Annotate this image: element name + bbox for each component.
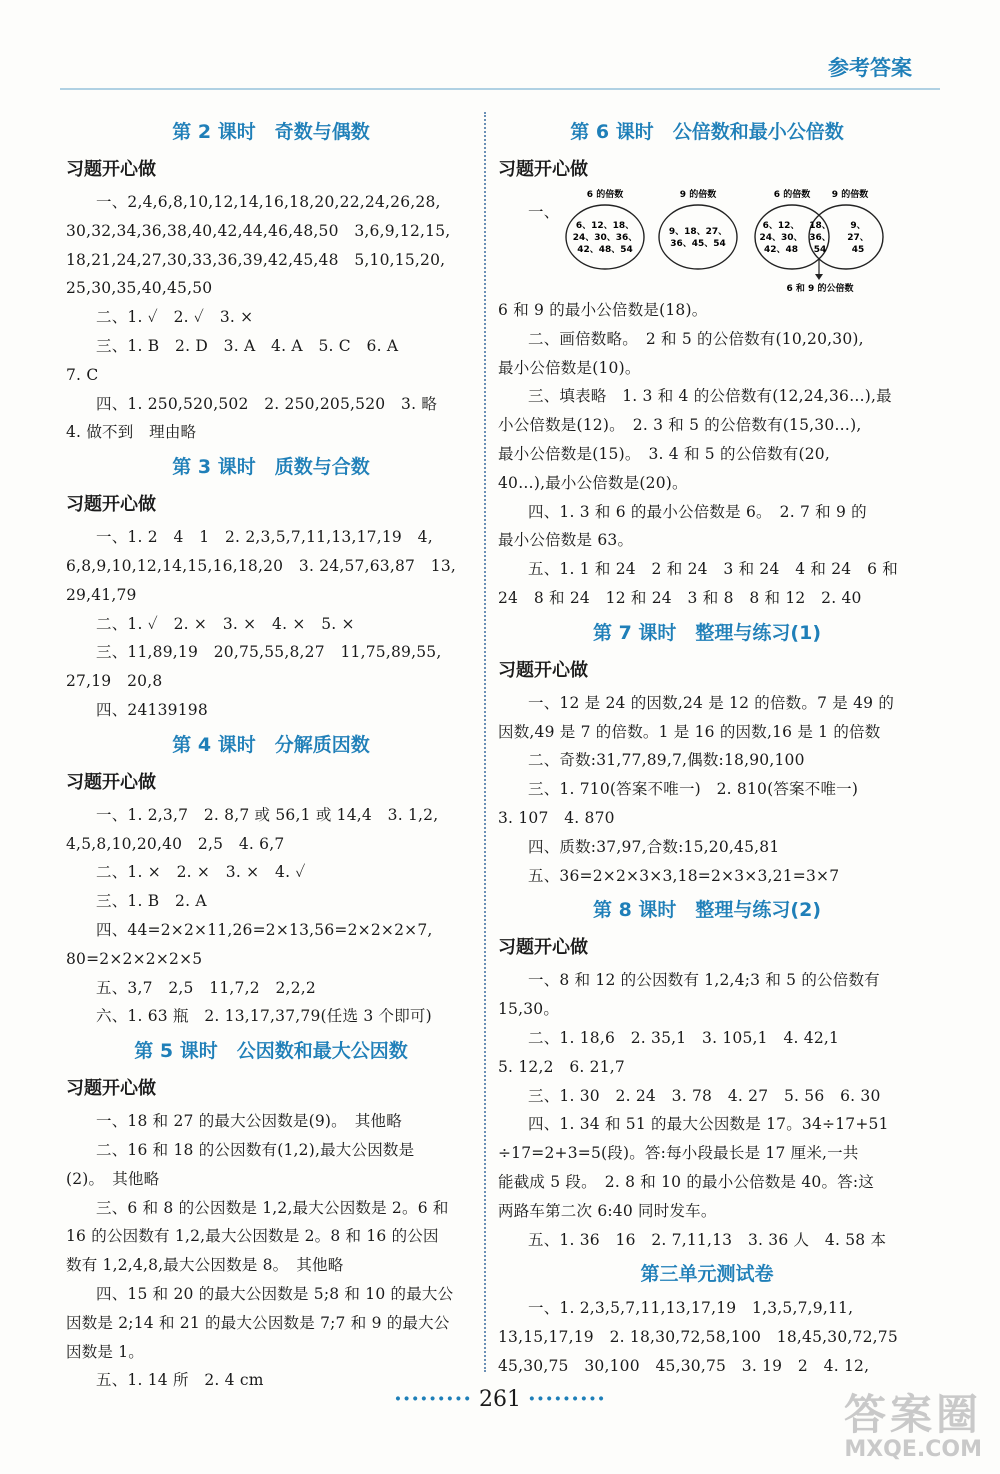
page-number: 261	[479, 1387, 521, 1412]
lesson-title: 第 8 课时 整理与练习(2)	[592, 899, 822, 922]
answer-line: 四、44=2×2×11,26=2×13,56=2×2×2×7,	[96, 920, 433, 939]
mid-line-c: 54	[813, 245, 827, 255]
answer-line: 3. 107 4. 870	[498, 808, 615, 827]
answer-line: 最小公倍数是(10)。	[498, 358, 641, 377]
answer-line: 四、1. 250,520,502 2. 250,205,520 3. 略	[96, 394, 438, 413]
answer-line: 13,15,17,19 2. 18,30,72,58,100 18,45,30,72,75	[498, 1328, 898, 1347]
answer-line: 6,8,9,10,12,14,15,16,18,20 3. 24,57,63,87 13,	[66, 556, 457, 575]
answer-line: 三、11,89,19 20,75,55,8,27 11,75,89,55,	[96, 643, 442, 662]
answer-line: 五、36=2×2×3×3,18=2×3×3,21=3×7	[528, 866, 840, 885]
answer-line: 二、奇数:31,77,89,7,偶数:18,90,100	[528, 751, 805, 770]
lesson-title: 第 6 课时 公倍数和最小公倍数	[570, 121, 844, 143]
left-column	[66, 112, 476, 1395]
mid-line-a: 18、	[809, 221, 831, 231]
header-rule	[60, 88, 940, 90]
answer-line: 一、1. 2,3,5,7,11,13,17,19 1,3,5,7,9,11,	[528, 1299, 854, 1318]
answer-line: 因数是 2;14 和 21 的最大公因数是 7;7 和 9 的最大公	[66, 1313, 450, 1332]
answer-line: 二、1. × 2. × 3. × 4. ✓	[96, 863, 306, 882]
answer-line: 45,30,75 30,100 45,30,75 3. 19 2 4. 12,	[498, 1356, 870, 1375]
answer-line: 一、1. 2,3,7 2. 8,7 或 56,1 或 14,4 3. 1,2,	[96, 805, 439, 824]
answer-line: 一、12 是 24 的因数,24 是 12 的倍数。7 是 49 的	[528, 693, 895, 712]
answer-line: 四、1. 34 和 51 的最大公因数是 17。34÷17+51	[528, 1115, 889, 1134]
answer-line: 四、15 和 20 的最大公因数是 5;8 和 10 的最大公	[96, 1284, 454, 1303]
answer-line: 16 的公因数有 1,2,最大公因数是 2。8 和 16 的公因	[66, 1227, 439, 1246]
answer-line: 最小公倍数是 63。	[498, 531, 634, 550]
c2-title: 9 的倍数	[679, 190, 717, 200]
answer-line: 二、16 和 18 的公因数有(1,2),最大公因数是	[96, 1140, 415, 1159]
section-heading: 习题开心做	[66, 494, 156, 516]
section-heading: 习题开心做	[66, 159, 156, 180]
watermark-big: 答案圈	[843, 1389, 982, 1439]
answer-line: 24 8 和 24 12 和 24 3 和 8 8 和 12 2. 40	[498, 588, 862, 607]
lesson-title: 第 7 课时 整理与练习(1)	[592, 621, 822, 644]
venn-pointer-arrow	[815, 274, 823, 280]
footer-dots-right: ·········	[528, 1386, 606, 1412]
answer-line: 4,5,8,10,20,40 2,5 4. 6,7	[66, 834, 285, 853]
c3-line-b: 24、30、	[759, 233, 803, 243]
header-title: 参考答案	[828, 56, 912, 80]
c2-line-a: 9、18、27、	[668, 227, 728, 237]
section-heading: 习题开心做	[498, 937, 588, 959]
answer-line: (2)。 其他略	[66, 1169, 160, 1188]
c4-title: 9 的倍数	[831, 190, 869, 200]
venn-label: 一、	[528, 203, 560, 221]
answer-line: 一、18 和 27 的最大公因数是(9)。 其他略	[96, 1112, 402, 1131]
answer-line: 4. 做不到 理由略	[66, 423, 197, 442]
answer-line: 因数是 1。	[66, 1342, 144, 1361]
column-divider	[484, 112, 487, 1372]
answer-line: 40…),最小公倍数是(20)。	[498, 473, 688, 492]
answer-line: ÷17=2+3=5(段)。答:每小段最长是 17 厘米,一共	[498, 1144, 859, 1163]
answer-line: 27,19 20,8	[66, 672, 163, 691]
answer-line: 四、1. 3 和 6 的最小公倍数是 6。 2. 7 和 9 的	[528, 502, 867, 521]
c3-line-a: 6、12、	[762, 221, 800, 231]
c3-line-c: 42、48	[763, 245, 799, 255]
watermark	[843, 1389, 982, 1462]
section-heading: 习题开心做	[66, 1078, 156, 1100]
answer-line: 18,21,24,27,30,33,36,39,42,45,48 5,10,15,20,	[66, 250, 446, 269]
section-heading: 习题开心做	[498, 659, 588, 681]
answer-line: 一、1. 2 4 1 2. 2,3,5,7,11,13,17,19 4,	[96, 528, 433, 547]
c2-line-b: 36、45、54	[670, 239, 726, 249]
answer-line: 五、1. 36 16 2. 7,11,13 3. 36 人 4. 58 本	[528, 1230, 887, 1249]
circle-multiples-of-9	[659, 205, 737, 269]
answer-line: 四、24139198	[96, 700, 208, 719]
venn-diagram	[498, 188, 916, 296]
answer-line: 五、1. 14 所 2. 4 cm	[96, 1371, 264, 1390]
answer-line: 三、6 和 8 的公因数是 1,2,最大公因数是 2。6 和	[96, 1198, 449, 1217]
right-column	[498, 112, 916, 1381]
answer-line: 80=2×2×2×2×5	[66, 949, 203, 968]
answer-line: 四、质数:37,97,合数:15,20,45,81	[528, 837, 780, 856]
mid-line-b: 36、	[809, 233, 831, 243]
answer-line: 最小公倍数是(15)。 3. 4 和 5 的公倍数有(20,	[498, 444, 830, 463]
answer-line: 数有 1,2,4,8,最大公因数是 8。 其他略	[66, 1256, 344, 1275]
answer-line: 二、1. ✓ 2. ✓ 3. ×	[96, 308, 254, 327]
answer-line: 能截成 5 段。 2. 8 和 10 的最小公倍数是 40。答:这	[498, 1172, 875, 1191]
answer-line: 6 和 9 的最小公倍数是(18)。	[498, 301, 708, 319]
answer-line: 二、1. ✓ 2. × 3. × 4. × 5. ×	[96, 614, 355, 633]
answer-line: 30,32,34,36,38,40,42,44,46,48,50 3,6,9,12,15,	[66, 221, 451, 240]
answer-line: 五、3,7 2,5 11,7,2 2,2,2	[96, 978, 316, 997]
answer-line: 小公倍数是(12)。 2. 3 和 5 的公倍数有(15,30…),	[498, 416, 862, 435]
c1-line-b: 24、30、36、	[572, 233, 638, 243]
answer-line: 三、1. 30 2. 24 3. 78 4. 27 5. 56 6. 30	[528, 1086, 881, 1105]
answer-line: 一、8 和 12 的公因数有 1,2,4;3 和 5 的公倍数有	[528, 971, 880, 990]
lesson-title: 第 4 课时 分解质因数	[172, 733, 370, 756]
c4-line-b: 27、	[847, 233, 869, 243]
answer-line: 三、1. B 2. D 3. A 4. A 5. C 6. A	[96, 336, 399, 355]
answer-line: 两路车第二次 6:40 同时发车。	[498, 1201, 717, 1220]
section-heading: 习题开心做	[66, 771, 156, 793]
answer-line: 因数,49 是 7 的倍数。1 是 16 的因数,16 是 1 的倍数	[498, 722, 881, 741]
answer-line: 29,41,79	[66, 585, 137, 604]
footer-dots-left: ·········	[394, 1386, 472, 1412]
answer-line: 二、1. 18,6 2. 35,1 3. 105,1 4. 42,1	[528, 1028, 840, 1047]
section-heading: 习题开心做	[498, 159, 588, 180]
c1-line-c: 42、48、54	[577, 245, 633, 255]
answer-line: 二、画倍数略。 2 和 5 的公倍数有(10,20,30),	[528, 329, 864, 348]
answer-line: 25,30,35,40,45,50	[66, 279, 213, 298]
watermark-url: MXQE.COM	[844, 1436, 982, 1462]
c4-line-c: 45	[851, 245, 865, 255]
answer-line: 五、1. 1 和 24 2 和 24 3 和 24 4 和 24 6 和	[528, 560, 898, 579]
answer-line: 7. C	[66, 365, 99, 384]
lesson-title: 第 2 课时 奇数与偶数	[172, 121, 370, 143]
c3-title: 6 的倍数	[773, 190, 811, 200]
lesson-title: 第 5 课时 公因数和最大公因数	[134, 1040, 408, 1063]
answer-line: 三、1. B 2. A	[96, 892, 207, 911]
common-label: 6 和 9 的公倍数	[786, 284, 854, 294]
answer-line: 5. 12,2 6. 21,7	[498, 1057, 625, 1076]
c1-title: 6 的倍数	[586, 190, 624, 200]
answer-line: 15,30。	[498, 1000, 560, 1019]
lesson-title: 第三单元测试卷	[640, 1263, 774, 1286]
answer-line: 三、填表略 1. 3 和 4 的公倍数有(12,24,36…),最	[528, 387, 892, 406]
c1-line-a: 6、12、18、	[575, 221, 635, 231]
c4-line-a: 9、	[850, 221, 866, 231]
lesson-title: 第 3 课时 质数与合数	[172, 456, 370, 479]
answer-line: 三、1. 710(答案不唯一) 2. 810(答案不唯一)	[528, 780, 859, 799]
answer-line: 六、1. 63 瓶 2. 13,17,37,79(任选 3 个即可)	[96, 1007, 432, 1026]
answer-line: 一、2,4,6,8,10,12,14,16,18,20,22,24,26,28,	[96, 193, 441, 211]
